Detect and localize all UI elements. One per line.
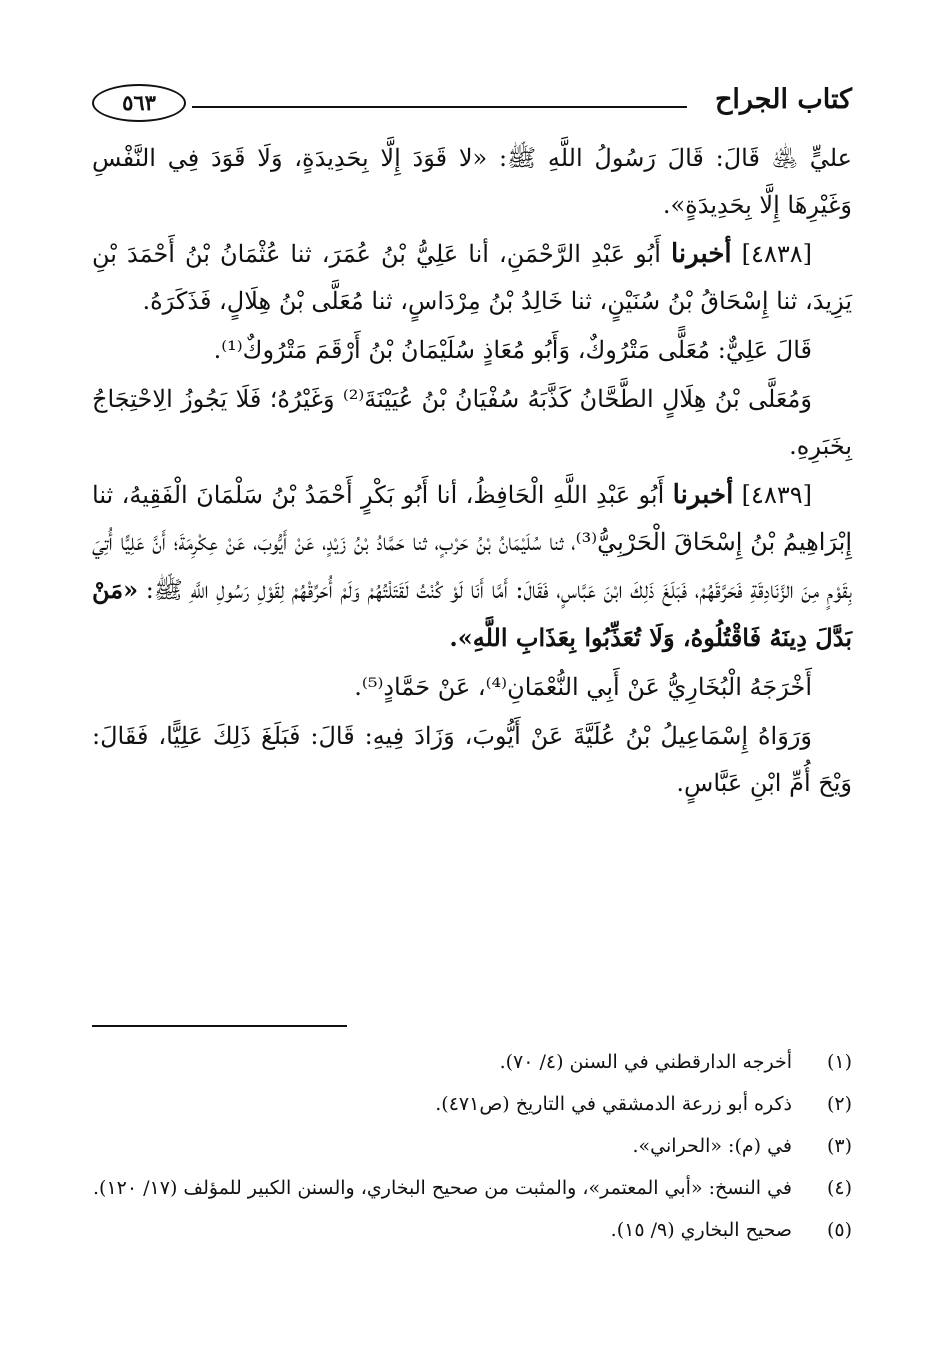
paragraph-3: قَالَ عَلِيٌّ: مُعَلًّى مَتْرُوكٌ، وَأَبُو مُعَاذٍ سُلَيْمَانُ بْنُ أَرْقَمَ مَتْرُوكٌ⁽¹⁾. <box>213 336 812 364</box>
footnote-text: في النسخ: «أبي المعتمر»، والمثبت من صحيح البخاري، والسنن الكبير للمؤلف (١٧/ ١٢٠). <box>93 1177 792 1199</box>
footnote-separator <box>92 1025 347 1027</box>
paragraph-6: أَخْرَجَهُ الْبُخَارِيُّ عَنْ أَبِي النُّعْمَانِ⁽⁴⁾، عَنْ حَمَّادٍ⁽⁵⁾. <box>354 673 812 701</box>
footnote <box>92 1170 852 1206</box>
footnote-number: (٥) <box>826 1219 852 1241</box>
hadith-number: [٤٨٣٨] <box>741 240 812 268</box>
footnote-text: صحيح البخاري (٩/ ١٥). <box>610 1219 792 1241</box>
paragraph-4: وَمُعَلَّى بْنُ هِلَالٍ الطَّحَّانُ كَذَّبَهُ سُفْيَانُ بْنُ عُيَيْنَةَ⁽²⁾ وَغَيْرُهُ؛ فَلَا يَجُوزُ الِاحْتِجَاجُ بِخَبَرِهِ. <box>92 385 852 460</box>
footnote-number: (٤) <box>826 1177 852 1199</box>
paragraph-1: عليٍّ ﵁ قَالَ: قَالَ رَسُولُ اللَّهِ ﷺ: «لا قَوَدَ إِلَّا بِحَدِيدَةٍ، وَلَا قَوَدَ فِي النَّفْسِ وَغَيْرِهَا إِلَّا بِحَدِيدَةٍ». <box>92 144 852 219</box>
footnote-text: في (م): «الحراني». <box>632 1135 792 1157</box>
running-title: كتاب الجراح <box>714 84 852 115</box>
paragraph-7: وَرَوَاهُ إِسْمَاعِيلُ بْنُ عُلَيَّةَ عَنْ أَيُّوبَ، وَزَادَ فِيهِ: قَالَ: فَبَلَغَ ذَلِكَ عَلِيًّا، فَقَالَ: وَيْحَ أُمِّ ابْنِ عَبَّاسٍ. <box>92 722 852 797</box>
main-text <box>92 135 852 809</box>
footnote-text: ذكره أبو زرعة الدمشقي في التاريخ (ص٤٧١). <box>435 1093 792 1115</box>
page-header <box>92 80 852 130</box>
footnote-text: أخرجه الدارقطني في السنن (٤/ ٧٠). <box>499 1051 792 1073</box>
footnote-number: (١) <box>826 1051 852 1073</box>
footnotes <box>92 1044 852 1254</box>
page-number-badge: ٥٦٣ <box>92 84 186 122</box>
akhbarana-keyword: أخبرنا <box>672 480 734 510</box>
footnote-number: (٣) <box>826 1135 852 1157</box>
paragraph-4839 <box>92 472 852 662</box>
hadith-number: [٤٨٣٩] <box>741 481 812 509</box>
isnad-text: أَبُو عَبْدِ الرَّحْمَنِ، أنا عَلِيُّ بْنُ عُمَرَ، ثنا عُثْمَانُ بْنُ أَحْمَدَ بْنِ يَزِيدَ، ثنا إِسْحَاقُ بْنُ سُنَيْنٍ، ثنا خَالِدُ بْنُ مِرْدَاسٍ، ثنا مُعَلَّى بْنُ هِلَالٍ، فَذَكَرَهُ. <box>92 240 852 315</box>
paragraph-4838 <box>92 231 852 325</box>
footnote <box>92 1212 852 1248</box>
footnote <box>92 1086 852 1122</box>
footnote-number: (٢) <box>826 1093 852 1115</box>
header-rule <box>192 106 687 108</box>
hadith-text: «مَنْ بَدَّلَ دِينَهُ فَاقْتُلُوهُ، وَلَا تُعَذِّبُوا بِعَذَابِ اللَّهِ». <box>92 575 852 652</box>
akhbarana-keyword: أخبرنا <box>670 239 732 269</box>
footnote <box>92 1128 852 1164</box>
isnad-text: أَبُو عَبْدِ اللَّهِ الْحَافِظُ، أنا أَبُو بَكْرٍ أَحْمَدُ بْنُ سَلْمَانَ الْفَقِيهُ، ثنا إِبْرَاهِيمُ بْنُ إِسْحَاقَ الْحَرْبِيُّ⁽³⁾، ثنا سُلَيْمَانُ بْنُ حَرْبٍ، ثنا حَمَّادُ بْنُ زَيْدٍ، عَنْ أَيُّوبَ، عَنْ عِكْرِمَةَ؛ أَنَّ عَلِيًّا أُتِيَ بِقَوْمٍ مِنَ الزَّنَادِقَةِ فَحَرَّقَهُمْ، فَبَلَغَ ذَلِكَ ابْنَ عَبَّاسٍ، فَقَالَ: أَمَّا أَنَا لَوْ كُنْتُ لَقَتَلْتُهُمْ وَلَمْ أُحَرِّقْهُمْ لِقَوْلِ رَسُولِ اللَّهِ ﷺ: <box>92 481 852 604</box>
footnote <box>92 1044 852 1080</box>
